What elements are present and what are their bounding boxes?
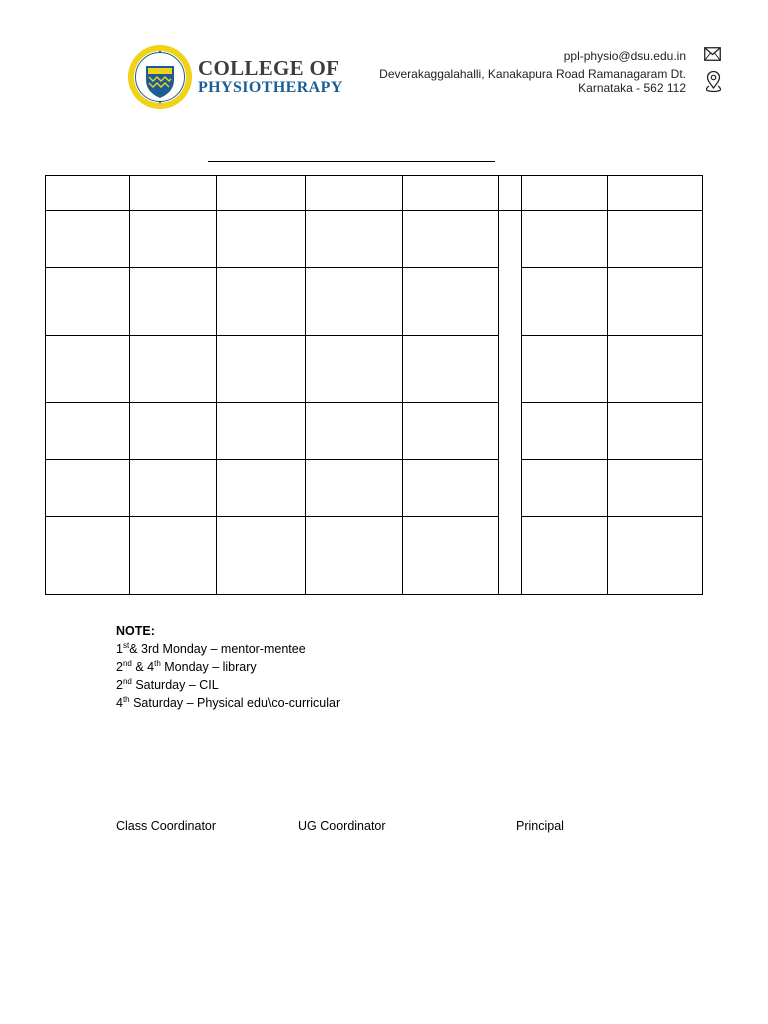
table-header-divider — [45, 210, 703, 211]
signature-class-coordinator: Class Coordinator — [116, 819, 217, 833]
table-column-divider — [216, 175, 217, 595]
notes-title: NOTE: — [116, 624, 155, 638]
table-column-divider — [402, 175, 403, 595]
mail-icon — [704, 47, 721, 61]
location-pin-icon — [705, 71, 722, 93]
table-row-divider — [521, 402, 703, 403]
contact-email[interactable]: ppl-physio@dsu.edu.in — [563, 49, 686, 63]
table-row-divider — [521, 516, 703, 517]
table-border-left — [45, 175, 46, 595]
table-border-bottom — [45, 594, 703, 595]
signature-principal: Principal — [516, 819, 564, 833]
table-column-divider — [607, 175, 608, 595]
note-item: 2nd & 4th Monday – library — [116, 658, 257, 674]
table-border-top — [45, 175, 703, 176]
university-seal-logo — [127, 44, 193, 110]
table-row-divider — [521, 335, 703, 336]
table-column-divider — [521, 175, 522, 595]
table-row-divider — [45, 267, 499, 268]
notes-section — [116, 622, 340, 712]
table-row-divider — [45, 516, 499, 517]
table-column-divider — [498, 175, 499, 595]
note-item: 2nd Saturday – CIL — [116, 676, 219, 692]
college-name-line1: COLLEGE OF — [198, 56, 340, 80]
college-name — [198, 58, 343, 96]
title-underline — [208, 161, 495, 162]
contact-address: Deverakaggalahalli, Kanakapura Road Ramanagaram Dt. — [379, 67, 686, 81]
note-item: 1st& 3rd Monday – mentor-mentee — [116, 640, 306, 656]
table-row-divider — [45, 402, 499, 403]
table-border-right — [702, 175, 703, 595]
table-row-divider — [45, 459, 499, 460]
signature-ug-coordinator: UG Coordinator — [298, 819, 386, 833]
table-row-divider — [45, 335, 499, 336]
contact-state: Karnataka - 562 112 — [578, 81, 686, 95]
table-row-divider — [521, 267, 703, 268]
table-column-divider — [129, 175, 130, 595]
note-item: 4th Saturday – Physical edu\co-curricular — [116, 694, 341, 710]
table-row-divider — [521, 459, 703, 460]
table-column-divider — [305, 175, 306, 595]
college-name-line2: PHYSIOTHERAPY — [198, 79, 343, 96]
